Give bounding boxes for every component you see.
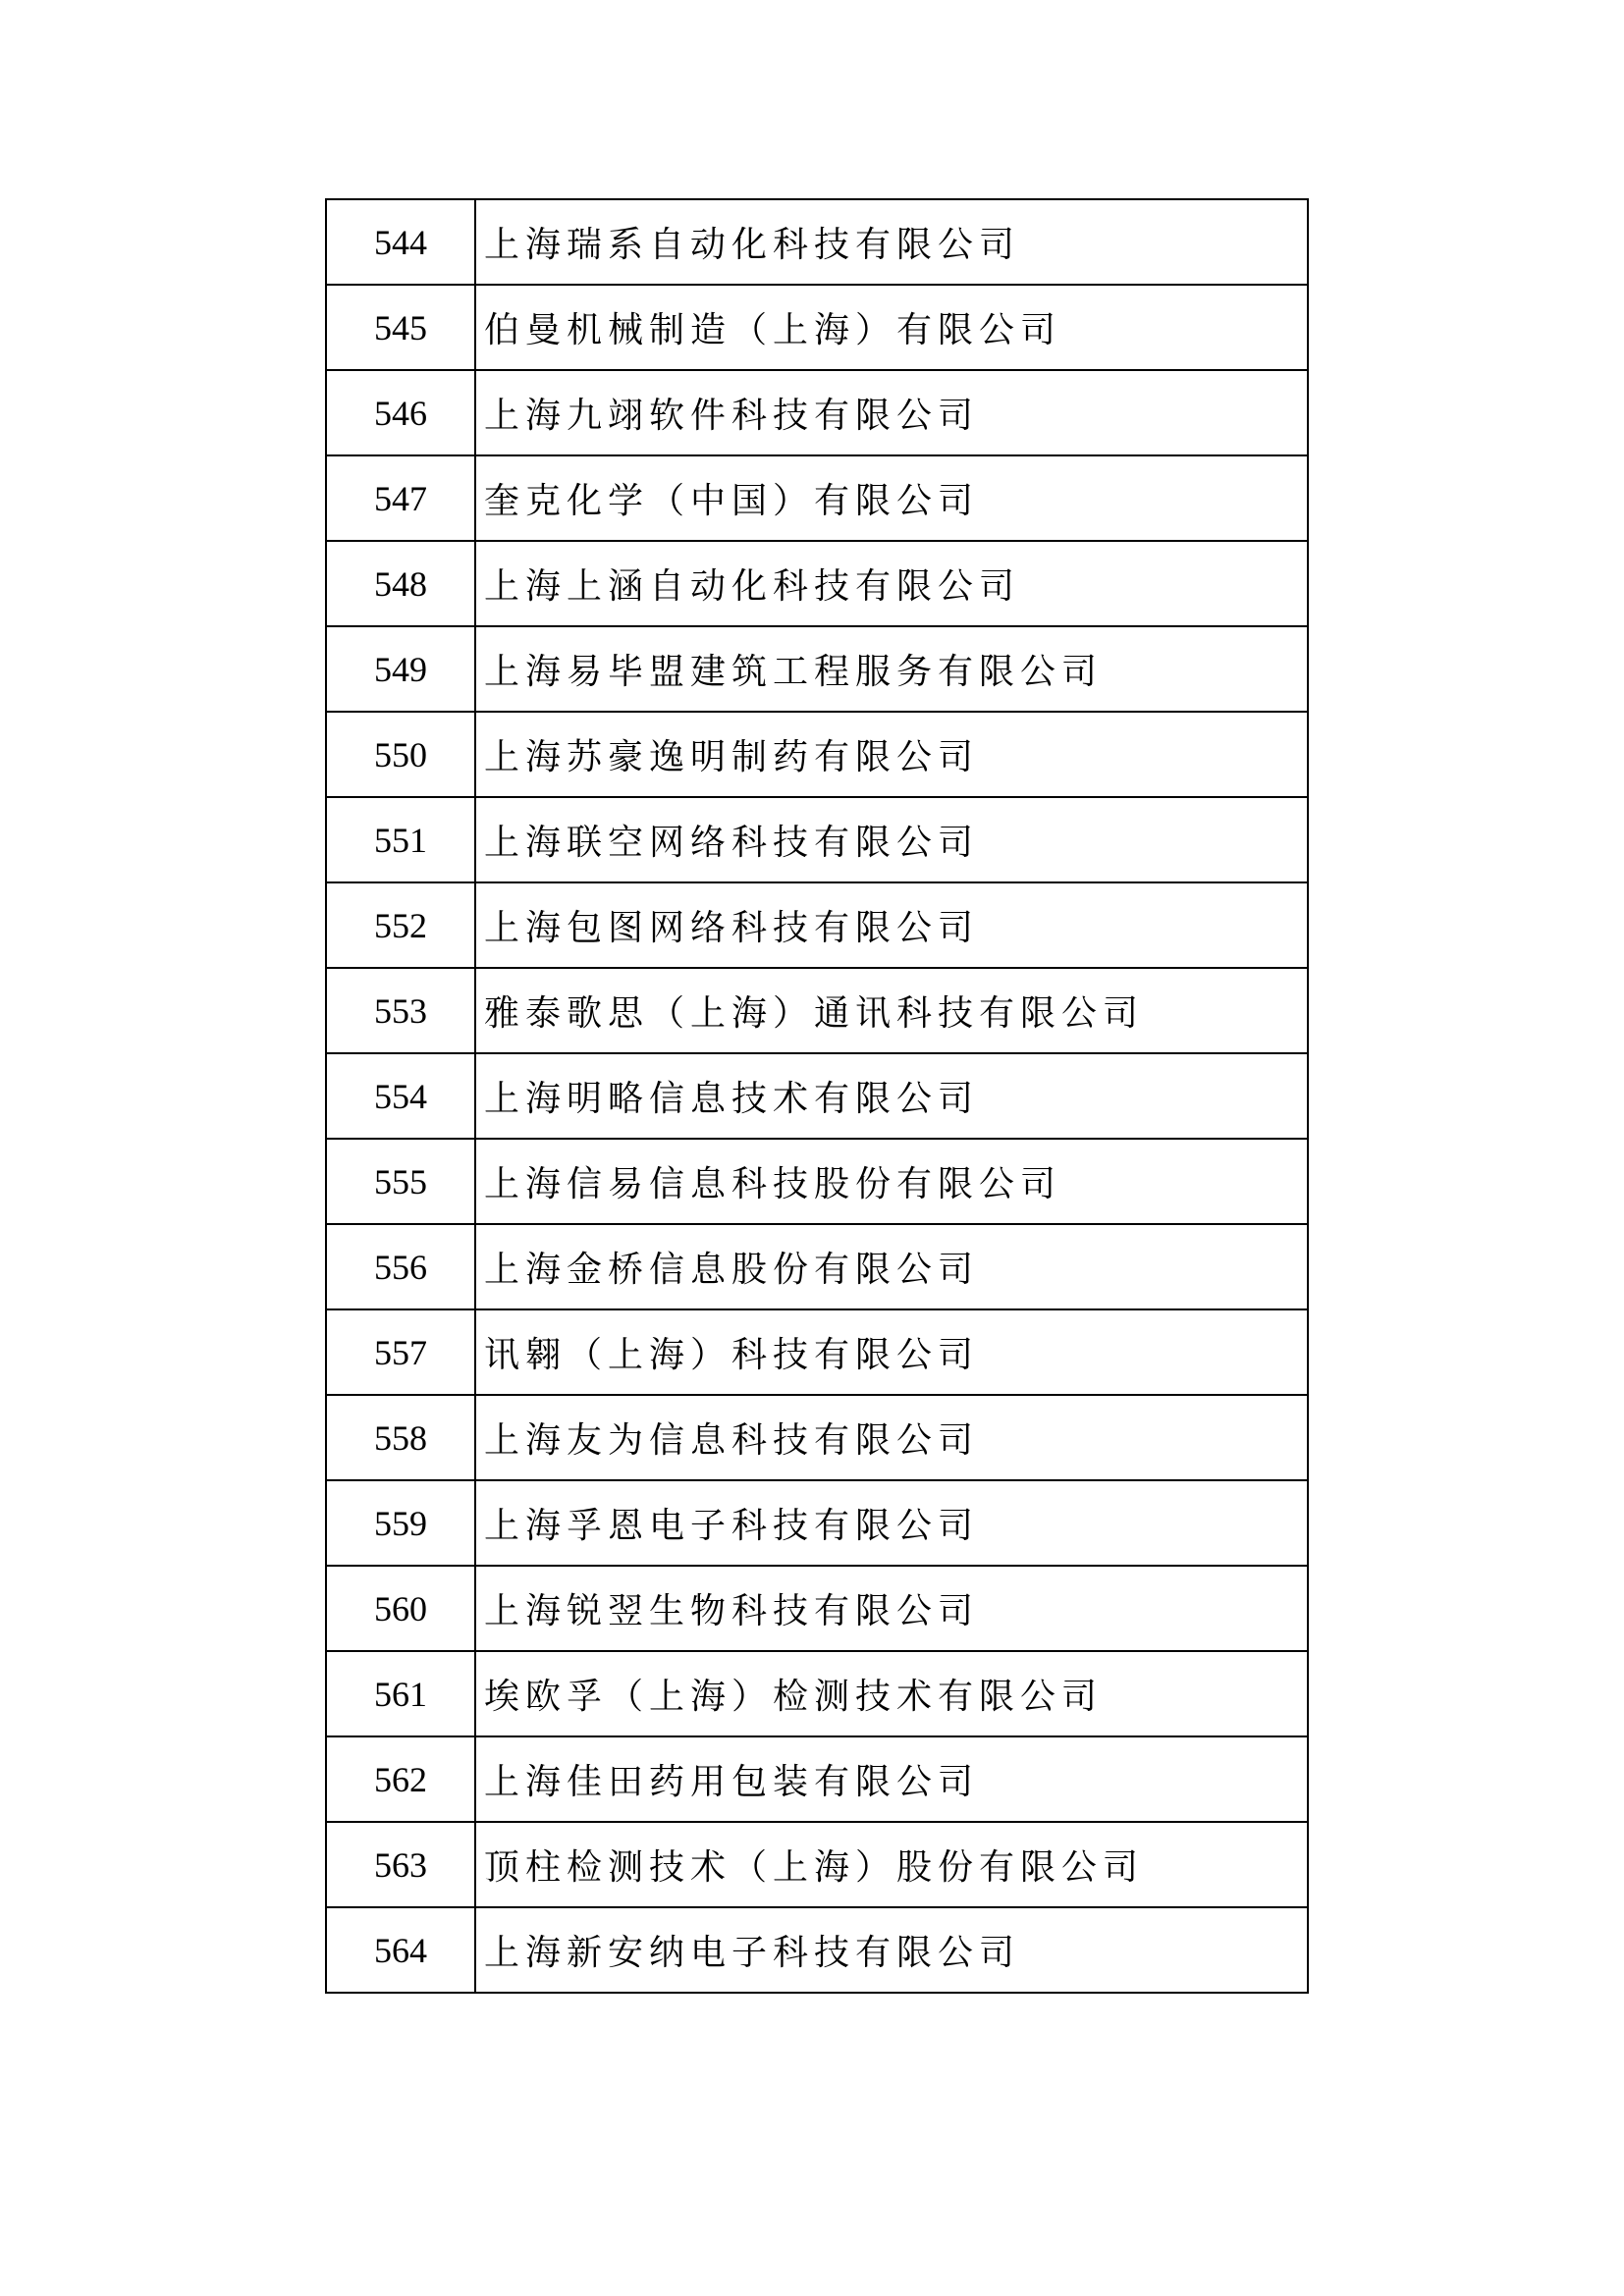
row-number: 560	[326, 1566, 475, 1651]
row-number: 558	[326, 1395, 475, 1480]
table-row	[326, 1907, 1308, 1993]
table-row	[326, 199, 1308, 285]
row-number: 546	[326, 370, 475, 455]
row-number: 556	[326, 1224, 475, 1309]
table-row	[326, 1224, 1308, 1309]
row-number: 544	[326, 199, 475, 285]
row-number: 552	[326, 882, 475, 968]
table-row	[326, 455, 1308, 541]
table-row	[326, 541, 1308, 626]
company-name: 上海锐翌生物科技有限公司	[475, 1566, 1308, 1651]
table-row	[326, 1651, 1308, 1736]
table-row	[326, 285, 1308, 370]
company-name: 顶柱检测技术（上海）股份有限公司	[475, 1822, 1308, 1907]
table-row	[326, 1566, 1308, 1651]
company-name: 上海信易信息科技股份有限公司	[475, 1139, 1308, 1224]
company-name: 上海易毕盟建筑工程服务有限公司	[475, 626, 1308, 712]
company-list-table	[325, 198, 1309, 1994]
table-row	[326, 712, 1308, 797]
row-number: 551	[326, 797, 475, 882]
company-name: 上海明略信息技术有限公司	[475, 1053, 1308, 1139]
company-name: 上海孚恩电子科技有限公司	[475, 1480, 1308, 1566]
row-number: 559	[326, 1480, 475, 1566]
table-row	[326, 626, 1308, 712]
company-name: 上海苏豪逸明制药有限公司	[475, 712, 1308, 797]
row-number: 548	[326, 541, 475, 626]
company-name: 上海金桥信息股份有限公司	[475, 1224, 1308, 1309]
table-row	[326, 1480, 1308, 1566]
row-number: 554	[326, 1053, 475, 1139]
row-number: 545	[326, 285, 475, 370]
table-row	[326, 1053, 1308, 1139]
row-number: 561	[326, 1651, 475, 1736]
table-row	[326, 1736, 1308, 1822]
company-name: 上海包图网络科技有限公司	[475, 882, 1308, 968]
company-name: 上海瑞系自动化科技有限公司	[475, 199, 1308, 285]
row-number: 550	[326, 712, 475, 797]
table-row	[326, 882, 1308, 968]
table-row	[326, 370, 1308, 455]
row-number: 562	[326, 1736, 475, 1822]
row-number: 564	[326, 1907, 475, 1993]
table-row	[326, 1309, 1308, 1395]
company-name: 上海友为信息科技有限公司	[475, 1395, 1308, 1480]
table-row	[326, 1139, 1308, 1224]
table-row	[326, 1395, 1308, 1480]
company-name: 上海九翊软件科技有限公司	[475, 370, 1308, 455]
table-row	[326, 1822, 1308, 1907]
company-name: 讯翱（上海）科技有限公司	[475, 1309, 1308, 1395]
row-number: 555	[326, 1139, 475, 1224]
company-name: 上海上涵自动化科技有限公司	[475, 541, 1308, 626]
company-name: 上海佳田药用包装有限公司	[475, 1736, 1308, 1822]
company-name: 上海联空网络科技有限公司	[475, 797, 1308, 882]
row-number: 549	[326, 626, 475, 712]
company-name: 埃欧孚（上海）检测技术有限公司	[475, 1651, 1308, 1736]
row-number: 563	[326, 1822, 475, 1907]
row-number: 547	[326, 455, 475, 541]
row-number: 553	[326, 968, 475, 1053]
company-list-body	[326, 199, 1308, 1993]
company-name: 奎克化学（中国）有限公司	[475, 455, 1308, 541]
table-row	[326, 968, 1308, 1053]
company-name: 雅泰歌思（上海）通讯科技有限公司	[475, 968, 1308, 1053]
row-number: 557	[326, 1309, 475, 1395]
table-row	[326, 797, 1308, 882]
company-name: 伯曼机械制造（上海）有限公司	[475, 285, 1308, 370]
company-name: 上海新安纳电子科技有限公司	[475, 1907, 1308, 1993]
